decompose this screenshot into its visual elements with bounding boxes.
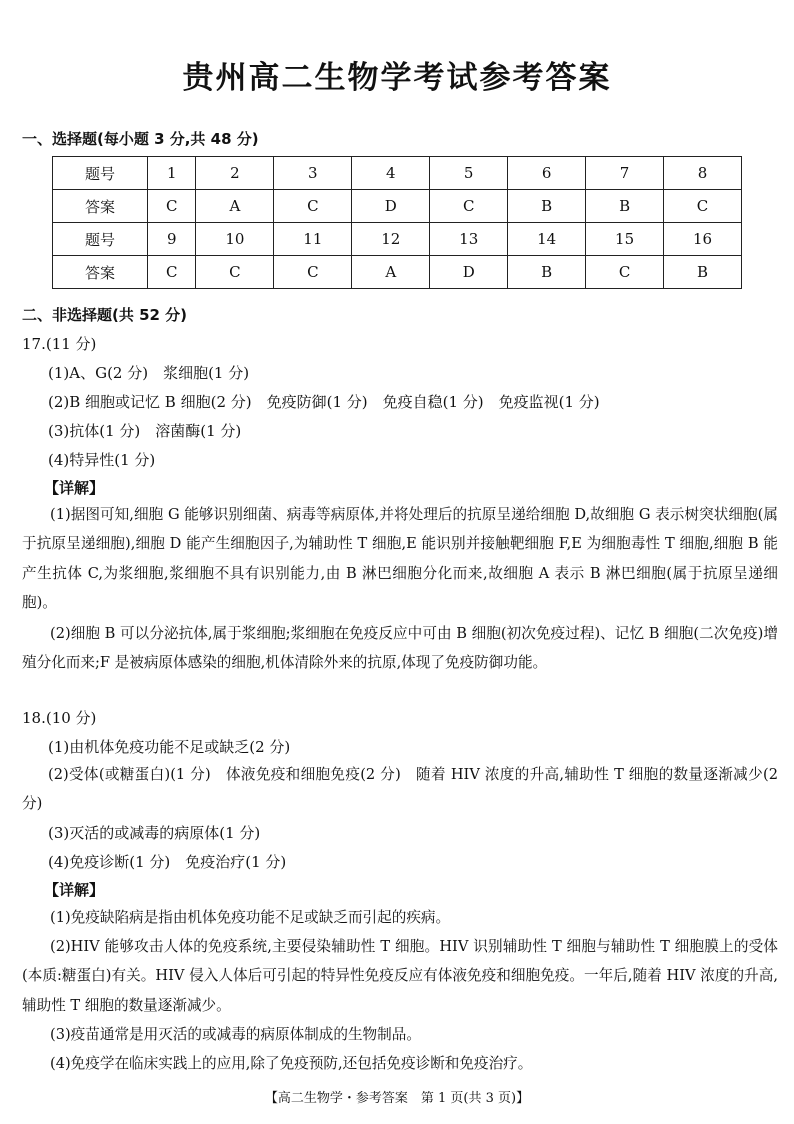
q17-detail-paragraph-1: (1)据图可知,细胞 G 能够识别细菌、病毒等病原体,并将处理后的抗原呈递给细胞 D,故细胞 G 表示树突状细胞(属于抗原呈递细胞),细胞 D 能产生细胞因子,为辅助性 T 细胞,E 能识别并接触靶细胞 F,E 为细胞毒性 T 细胞,细胞 B 能产生抗体 C,为浆细胞,浆细胞不具有识别能力,由 B 淋巴细胞分化而来,故细胞 A 表示 B 淋巴细胞(属于抗原呈递细胞)。 xyxy=(22,506,778,611)
table-cell: B xyxy=(586,190,664,223)
q17-answer-4: (4)特异性(1 分) xyxy=(48,451,156,469)
table-cell: 4 xyxy=(352,157,430,190)
table-row xyxy=(53,223,742,256)
page-footer: 【高二生物学・参考答案 第 1 页(共 3 页)】 xyxy=(264,1091,530,1106)
q17-detail-paragraph-2: (2)细胞 B 可以分泌抗体,属于浆细胞;浆细胞在免疫反应中可由 B 细胞(初次免疫过程)、记忆 B 细胞(二次免疫)增殖分化而来;F 是被病原体感染的细胞,机体清除外来的抗原,体现了免疫防御功能。 xyxy=(22,625,778,672)
table-cell: 题号 xyxy=(53,223,148,256)
q17-answer-2: (2)B 细胞或记忆 B 细胞(2 分) 免疫防御(1 分) 免疫自稳(1 分) 免疫监视(1 分) xyxy=(48,393,600,411)
q18-answer-1: (1)由机体免疫功能不足或缺乏(2 分) xyxy=(48,738,291,756)
table-cell: C xyxy=(430,190,508,223)
table-cell: 5 xyxy=(430,157,508,190)
table-cell: C xyxy=(586,256,664,289)
q18-detail-paragraph-3: (3)疫苗通常是用灭活的或减毒的病原体制成的生物制品。 xyxy=(50,1026,421,1043)
table-row xyxy=(53,157,742,190)
table-cell: A xyxy=(352,256,430,289)
table-cell: A xyxy=(196,190,274,223)
q18-answer-4: (4)免疫诊断(1 分) 免疫治疗(1 分) xyxy=(48,853,287,871)
table-cell: 15 xyxy=(586,223,664,256)
section-nonchoice-heading: 二、非选择题(共 52 分) xyxy=(22,306,188,324)
table-cell: 3 xyxy=(274,157,352,190)
table-cell: 1 xyxy=(148,157,196,190)
table-cell: C xyxy=(148,190,196,223)
table-cell: D xyxy=(430,256,508,289)
table-cell: 11 xyxy=(274,223,352,256)
table-cell: C xyxy=(274,190,352,223)
q18-detail-paragraph-2: (2)HIV 能够攻击人体的免疫系统,主要侵染辅助性 T 细胞。HIV 识别辅助性 T 细胞与辅助性 T 细胞膜上的受体(本质:糖蛋白)有关。HIV 侵入人体后可引起的特异性免疫反应有体液免疫和细胞免疫。一年后,随着 HIV 浓度的升高,辅助性 T 细胞的数量逐渐减少。 xyxy=(22,938,778,1014)
table-cell: 答案 xyxy=(53,256,148,289)
table-row xyxy=(53,190,742,223)
table-cell: 题号 xyxy=(53,157,148,190)
table-cell: C xyxy=(148,256,196,289)
table-cell: 9 xyxy=(148,223,196,256)
table-cell: B xyxy=(508,256,586,289)
table-cell: 14 xyxy=(508,223,586,256)
q17-answer-1: (1)A、G(2 分) 浆细胞(1 分) xyxy=(48,364,250,382)
q18-detail-label: 【详解】 xyxy=(44,881,105,899)
table-cell: 8 xyxy=(664,157,742,190)
q18-heading: 18.(10 分) xyxy=(22,709,97,727)
q17-answer-3: (3)抗体(1 分) 溶菌酶(1 分) xyxy=(48,422,242,440)
q18-detail-paragraph-1: (1)免疫缺陷病是指由机体免疫功能不足或缺乏而引起的疾病。 xyxy=(50,909,451,926)
q17-heading: 17.(11 分) xyxy=(22,335,97,353)
table-cell: 10 xyxy=(196,223,274,256)
q18-answer-3: (3)灭活的或减毒的病原体(1 分) xyxy=(48,824,261,842)
page-title: 贵州高二生物学考试参考答案 xyxy=(182,60,612,96)
table-cell: 7 xyxy=(586,157,664,190)
table-cell: 13 xyxy=(430,223,508,256)
table-cell: 6 xyxy=(508,157,586,190)
table-cell: 16 xyxy=(664,223,742,256)
answer-table xyxy=(52,156,742,289)
table-cell: B xyxy=(508,190,586,223)
table-cell: B xyxy=(664,256,742,289)
table-cell: C xyxy=(274,256,352,289)
q18-detail-paragraph-4: (4)免疫学在临床实践上的应用,除了免疫预防,还包括免疫诊断和免疫治疗。 xyxy=(50,1055,533,1072)
table-row xyxy=(53,256,742,289)
table-cell: 2 xyxy=(196,157,274,190)
table-cell: C xyxy=(196,256,274,289)
table-cell: D xyxy=(352,190,430,223)
table-cell: C xyxy=(664,190,742,223)
section-choice-heading: 一、选择题(每小题 3 分,共 48 分) xyxy=(22,130,259,148)
q17-detail-label: 【详解】 xyxy=(44,479,105,497)
table-cell: 12 xyxy=(352,223,430,256)
q18-answer-2: (2)受体(或糖蛋白)(1 分) 体液免疫和细胞免疫(2 分) 随着 HIV 浓度的升高,辅助性 T 细胞的数量逐渐减少(2 分) xyxy=(22,766,778,813)
table-cell: 答案 xyxy=(53,190,148,223)
